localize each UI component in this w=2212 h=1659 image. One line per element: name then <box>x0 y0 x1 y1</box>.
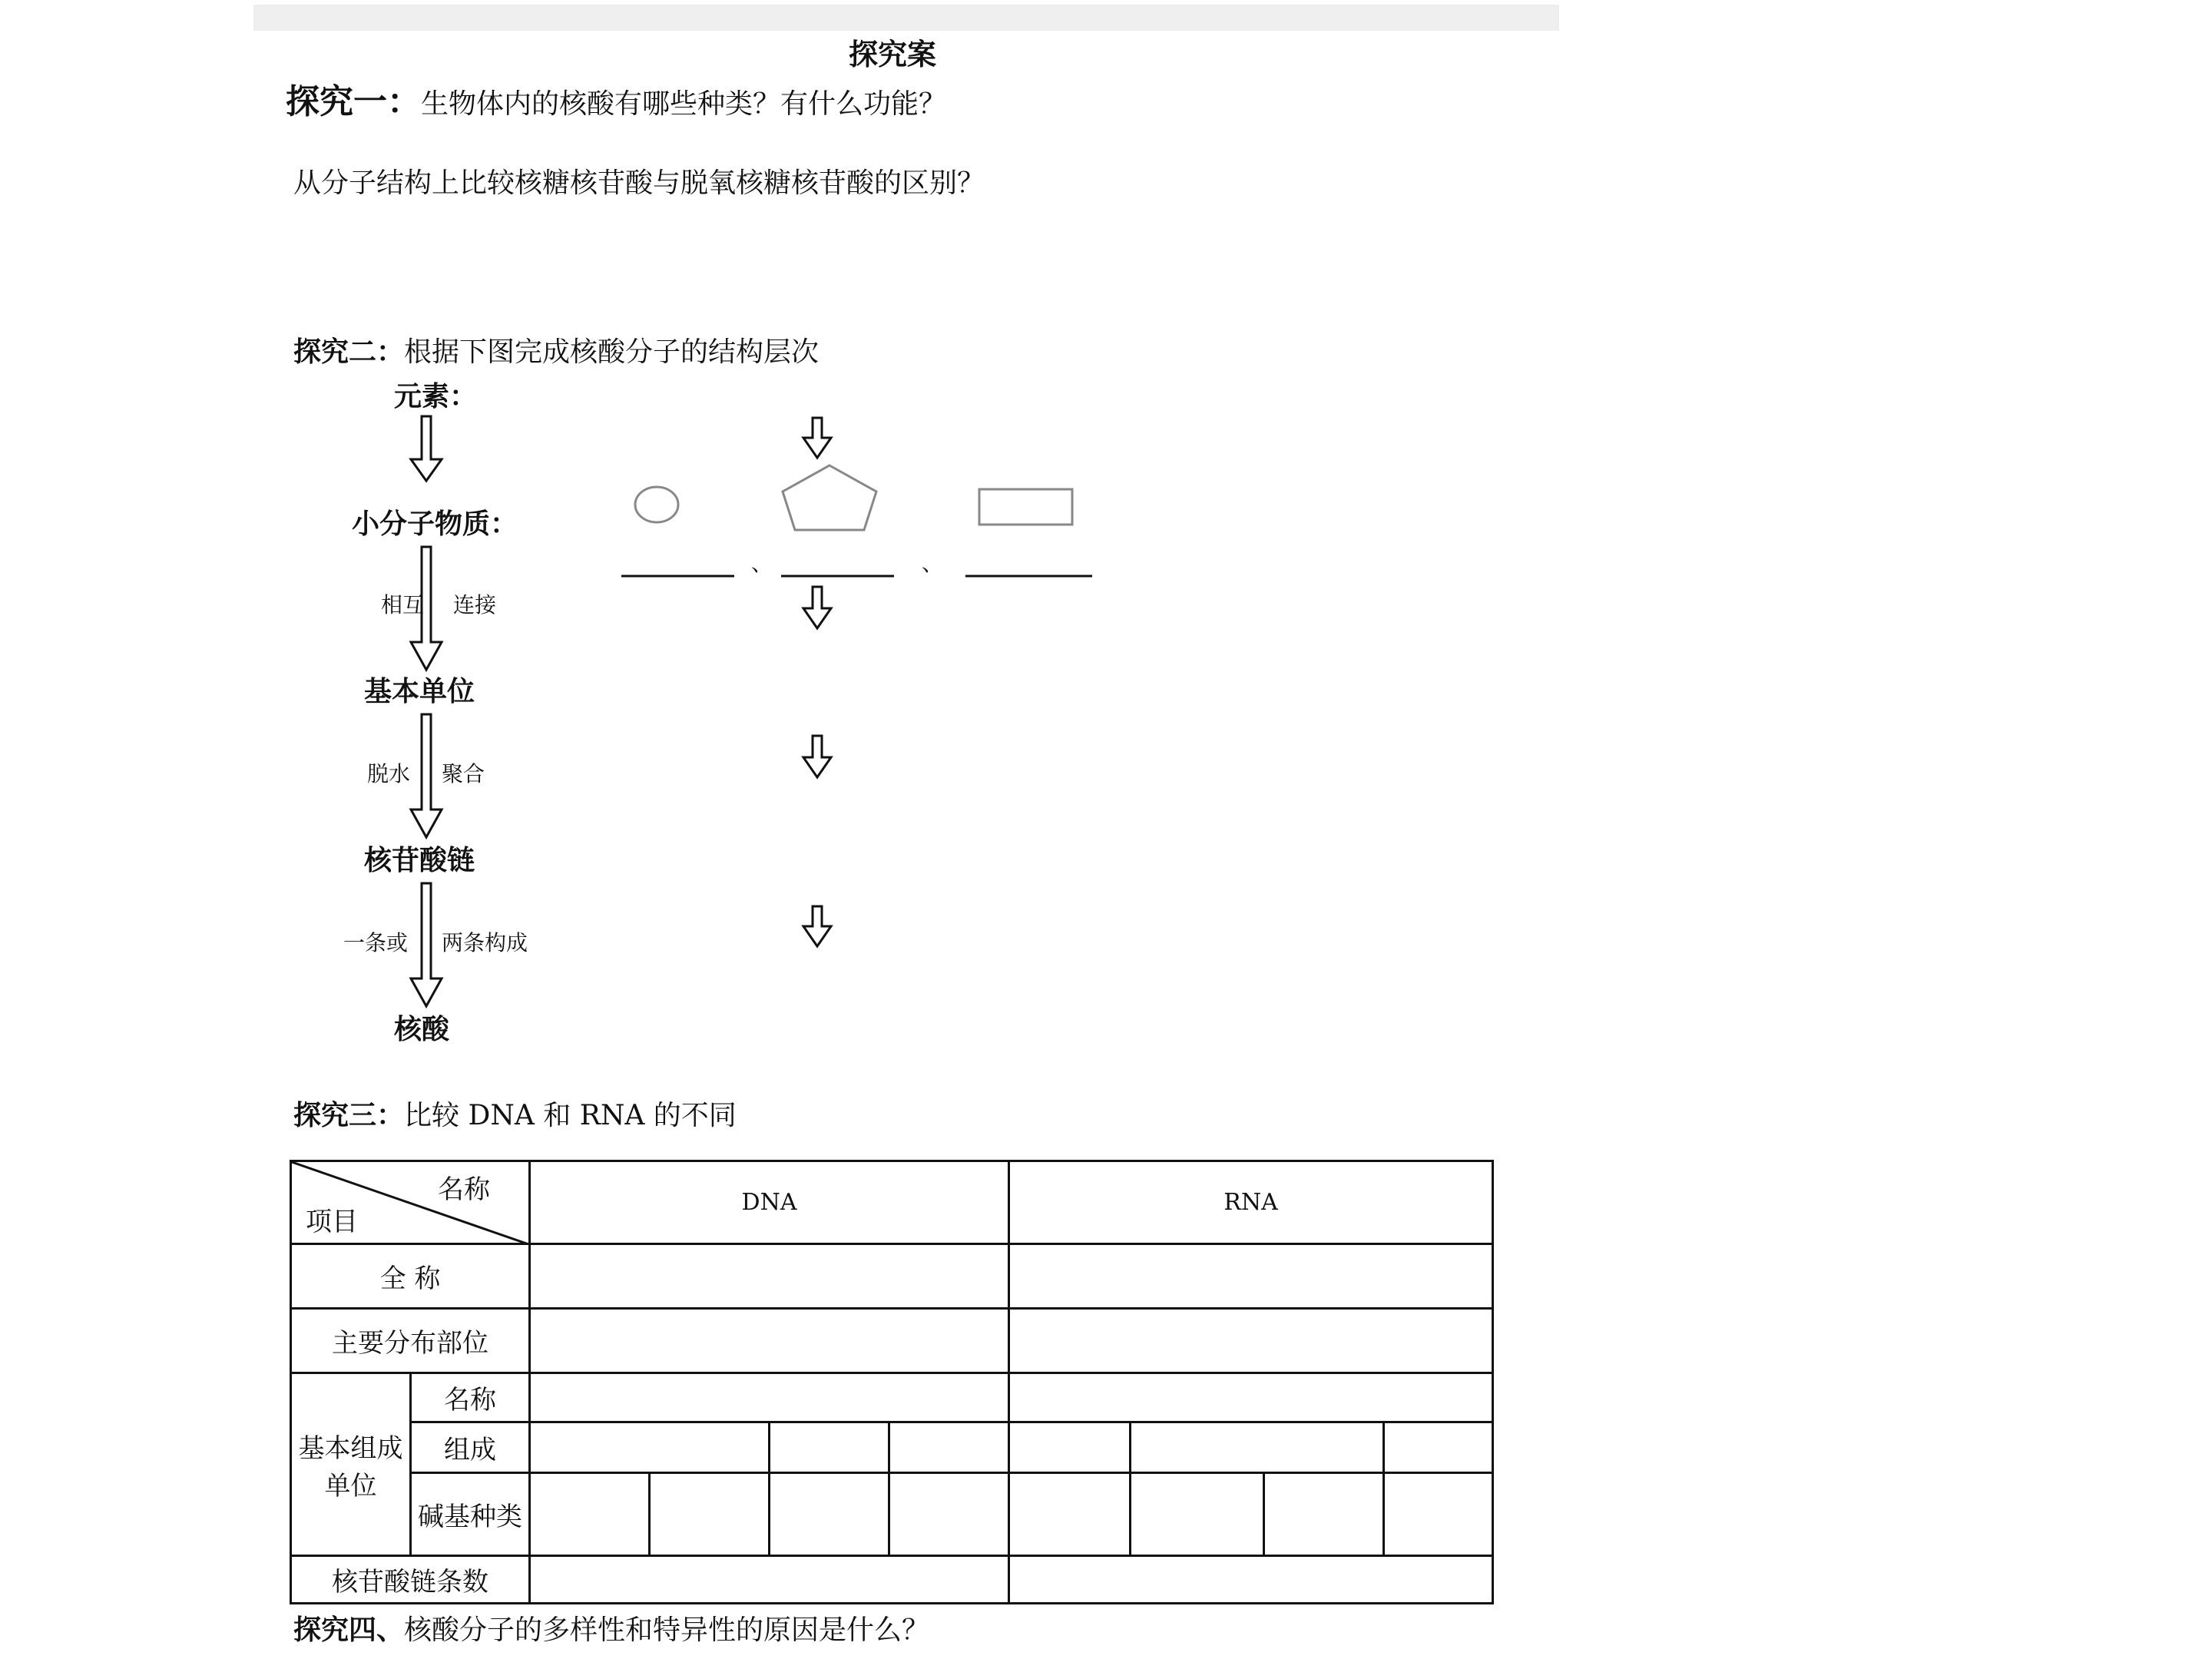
table-corner-cell <box>291 1161 530 1244</box>
level-basic-unit: 基本单位 <box>364 675 475 707</box>
cell-rna-base-3 <box>1264 1473 1384 1556</box>
level-elements: 元素： <box>394 380 478 412</box>
arrow-label-right-3: 两条构成 <box>442 930 528 955</box>
cell-rna-full-name <box>1009 1244 1493 1309</box>
cell-dna-composition-2 <box>770 1422 889 1473</box>
cell-dna-composition-3 <box>889 1422 1009 1473</box>
sub-label-bases: 碱基种类 <box>411 1473 530 1556</box>
cell-dna-unit-name <box>530 1373 1009 1422</box>
cell-dna-location <box>530 1309 1009 1373</box>
arrow-elements-to-small <box>411 416 442 481</box>
cell-rna-base-4 <box>1384 1473 1493 1556</box>
section3-label: 探究三： <box>293 1099 405 1131</box>
sub-label-composition: 组成 <box>411 1422 530 1473</box>
level-nucleotide-chain: 核苷酸链 <box>364 844 475 876</box>
cell-rna-unit-name <box>1009 1373 1493 1422</box>
arrow-label-left-1: 相互 <box>381 592 425 618</box>
section4-question <box>293 1608 929 1647</box>
cell-rna-base-2 <box>1131 1473 1264 1556</box>
table-row <box>291 1373 1493 1422</box>
row-label-location: 主要分布部位 <box>291 1309 530 1373</box>
pentose-pentagon-shape <box>783 465 876 530</box>
section2-text: 根据下图完成核酸分子的结构层次 <box>404 336 820 368</box>
row-label-strands: 核苷酸链条数 <box>291 1556 530 1604</box>
separator-2: 、 <box>922 551 944 576</box>
cell-rna-strands <box>1009 1556 1493 1604</box>
cell-dna-base-2 <box>650 1473 770 1556</box>
cell-rna-location <box>1009 1309 1493 1373</box>
corner-top-label: 名称 <box>438 1174 490 1205</box>
cell-rna-composition-3 <box>1384 1422 1493 1473</box>
table-row <box>291 1309 1493 1373</box>
table-row <box>291 1473 1493 1556</box>
section4-label: 探究四、 <box>293 1614 405 1646</box>
arrow-unit-to-chain <box>411 714 442 837</box>
table-row <box>291 1422 1493 1473</box>
sub-label-name: 名称 <box>411 1373 530 1422</box>
page-title: 探究案 <box>849 37 937 71</box>
section1-label: 探究一： <box>286 82 421 121</box>
arrow-label-left-3: 一条或 <box>343 930 409 955</box>
column-header-rna: RNA <box>1009 1161 1493 1244</box>
section3-prompt <box>293 1094 737 1133</box>
cell-dna-base-3 <box>770 1473 889 1556</box>
arrow-label-left-2: 脱水 <box>367 761 411 786</box>
section4-text: 核酸分子的多样性和特异性的原因是什么？ <box>404 1614 930 1646</box>
section3-text: 比较 DNA 和 RNA 的不同 <box>404 1100 737 1131</box>
section1-subquestion: 从分子结构上比较核糖核苷酸与脱氧核糖核苷酸的区别？ <box>293 167 985 199</box>
arrow-label-right-2: 聚合 <box>442 761 485 786</box>
base-rectangle-shape <box>979 489 1072 525</box>
section2-label: 探究二： <box>293 336 405 368</box>
dna-rna-comparison-table <box>290 1160 1494 1604</box>
column-header-dna: DNA <box>530 1161 1009 1244</box>
cell-rna-composition-1 <box>1009 1422 1131 1473</box>
cell-dna-full-name <box>530 1244 1009 1309</box>
level-nucleic-acid: 核酸 <box>394 1013 450 1045</box>
cell-dna-strands <box>530 1556 1009 1604</box>
right-arrow-4 <box>803 906 831 946</box>
section1-text: 生物体内的核酸有哪些种类？有什么功能？ <box>421 88 947 120</box>
cell-dna-base-4 <box>889 1473 1009 1556</box>
arrow-label-right-1: 连接 <box>453 592 497 618</box>
row-label-full-name: 全 称 <box>291 1244 530 1309</box>
row-label-basic-unit: 基本组成单位 <box>291 1373 411 1556</box>
corner-bottom-label: 项目 <box>306 1207 358 1237</box>
cell-dna-composition-1 <box>530 1422 770 1473</box>
arrow-chain-to-nucleic <box>411 883 442 1006</box>
table-header-row <box>291 1161 1493 1244</box>
table-row <box>291 1556 1493 1604</box>
right-arrow-1 <box>803 418 831 458</box>
separator-1: 、 <box>751 551 773 576</box>
cell-dna-base-1 <box>530 1473 650 1556</box>
cell-rna-composition-2 <box>1131 1422 1384 1473</box>
level-small-molecules: 小分子物质： <box>352 508 518 540</box>
phosphate-circle-shape <box>635 487 678 522</box>
table-row <box>291 1244 1493 1309</box>
cell-rna-base-1 <box>1009 1473 1131 1556</box>
right-arrow-3 <box>803 736 831 777</box>
right-arrow-2 <box>803 587 831 628</box>
